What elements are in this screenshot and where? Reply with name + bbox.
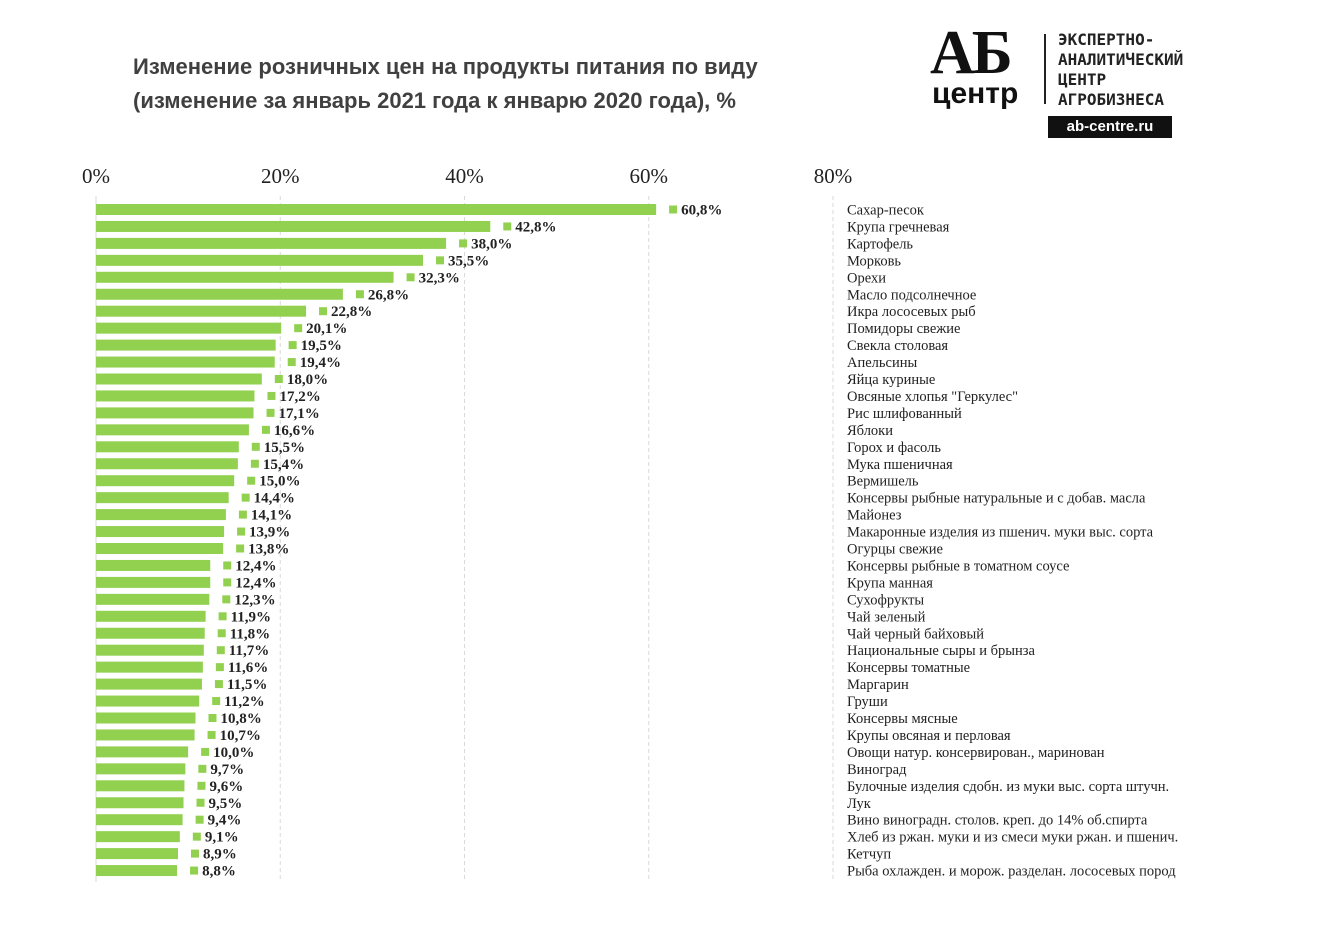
bar <box>96 628 205 639</box>
data-label-marker <box>436 256 444 264</box>
category-label: Лук <box>847 795 871 812</box>
bar <box>96 797 184 808</box>
bar <box>96 340 276 351</box>
data-label-marker <box>289 341 297 349</box>
category-label: Яйца куриные <box>847 372 936 388</box>
bar <box>96 390 254 401</box>
category-label: Рыба охлажден. и морож. разделан. лососевых пород <box>847 863 1176 880</box>
data-label-marker <box>251 460 259 468</box>
data-label: 9,5% <box>208 795 243 812</box>
x-tick-label: 40% <box>445 164 484 188</box>
bar <box>96 763 185 774</box>
bar <box>96 458 238 469</box>
bar <box>96 424 249 435</box>
data-label: 19,4% <box>299 355 341 372</box>
data-label: 15,5% <box>263 439 306 456</box>
bar <box>96 204 656 215</box>
category-label: Свекла столовая <box>847 338 949 355</box>
data-label-marker <box>191 850 199 858</box>
data-label-marker <box>216 663 224 671</box>
category-label: Груши <box>847 694 888 711</box>
data-label: 15,4% <box>262 456 305 473</box>
bar <box>96 696 199 707</box>
data-label: 10,7% <box>219 727 261 744</box>
category-label: Сухофрукты <box>847 592 925 609</box>
data-label: 18,0% <box>286 372 329 388</box>
category-label: Виноград <box>847 761 907 778</box>
data-label-marker <box>197 799 205 807</box>
data-label: 9,1% <box>204 829 239 846</box>
category-label: Вино виноградн. столов. креп. до 14% об.спирта <box>847 812 1148 829</box>
logo-mark-top: АБ <box>930 19 1010 87</box>
category-label: Рис шлифованный <box>847 405 962 422</box>
data-label: 11,9% <box>230 609 272 626</box>
data-label: 10,0% <box>213 744 255 761</box>
category-label: Вермишель <box>847 473 919 490</box>
chart-title-line2: (изменение за январь 2021 года к январю 2020 года), % <box>133 88 736 113</box>
bar <box>96 221 490 232</box>
data-label: 12,4% <box>235 558 277 575</box>
bar <box>96 729 195 740</box>
category-label: Консервы рыбные натуральные и с добав. масла <box>847 490 1146 507</box>
category-label: Икра лососевых рыб <box>847 304 976 321</box>
data-label-marker <box>294 324 302 332</box>
data-label: 13,8% <box>248 541 290 558</box>
bar <box>96 509 226 520</box>
data-label: 38,0% <box>471 236 513 253</box>
data-label-marker <box>208 714 216 722</box>
bar <box>96 323 281 334</box>
x-tick-label: 80% <box>813 164 853 188</box>
category-label: Макаронные изделия из пшенич. муки выс. сорта <box>847 524 1154 541</box>
bar <box>96 780 184 791</box>
bar <box>96 611 206 622</box>
data-label: 26,8% <box>367 287 410 304</box>
category-label: Картофель <box>847 236 914 253</box>
data-label: 8,9% <box>202 846 237 863</box>
data-label: 19,5% <box>300 338 342 355</box>
data-label: 22,8% <box>331 304 373 321</box>
data-label: 11,2% <box>224 694 265 711</box>
bar <box>96 662 203 673</box>
category-label: Овощи натур. консервирован., маринован <box>847 744 1105 761</box>
bar <box>96 492 229 503</box>
data-label: 17,2% <box>279 388 321 405</box>
data-label-marker <box>217 646 225 654</box>
data-label-marker <box>208 731 216 739</box>
data-label: 35,5% <box>448 253 490 270</box>
data-label-marker <box>218 629 226 637</box>
data-label: 11,5% <box>226 677 268 694</box>
data-label: 11,8% <box>229 626 271 643</box>
data-label: 8,8% <box>202 863 236 880</box>
data-label: 16,6% <box>273 422 316 439</box>
bar <box>96 831 180 842</box>
data-label-marker <box>275 375 283 383</box>
data-label: 60,8% <box>681 202 723 219</box>
data-label-marker <box>236 545 244 553</box>
category-label: Апельсины <box>847 355 918 372</box>
bar <box>96 407 254 418</box>
category-label: Булочные изделия сдобн. из муки выс. сорта штучн. <box>847 778 1170 795</box>
category-label: Помидоры свежие <box>847 321 961 338</box>
data-label-marker <box>223 561 231 569</box>
data-label: 32,3% <box>418 270 460 287</box>
logo-mark-bottom: центр <box>932 77 1019 110</box>
data-label-marker <box>237 528 245 536</box>
data-label-marker <box>201 748 209 756</box>
data-label-marker <box>239 511 247 519</box>
category-label: Майонез <box>847 507 902 524</box>
data-label-marker <box>215 680 223 688</box>
data-label-marker <box>193 833 201 841</box>
bar <box>96 255 423 266</box>
bar <box>96 577 210 588</box>
data-label: 11,7% <box>228 643 270 660</box>
bar <box>96 238 446 249</box>
x-tick-label: 60% <box>629 164 668 188</box>
data-label-marker <box>356 290 364 298</box>
logo-text-line2: АНАЛИТИЧЕСКИЙ <box>1058 50 1184 69</box>
category-label: Яблоки <box>847 422 893 439</box>
x-tick-label: 0% <box>82 164 110 188</box>
data-label-marker <box>252 443 260 451</box>
data-label: 15,0% <box>259 473 301 490</box>
bar <box>96 713 195 724</box>
category-label: Хлеб из ржан. муки и из смеси муки ржан. и пшенич. <box>847 829 1179 846</box>
logo-text-line3: ЦЕНТР <box>1058 70 1107 89</box>
category-label: Орехи <box>847 270 886 287</box>
category-label: Кетчуп <box>847 846 892 863</box>
bar <box>96 289 343 300</box>
data-label: 20,1% <box>306 321 348 338</box>
data-label-marker <box>198 765 206 773</box>
logo-text-line1: ЭКСПЕРТНО- <box>1058 30 1155 49</box>
category-label: Национальные сыры и брынза <box>847 643 1035 660</box>
category-label: Маргарин <box>847 677 909 694</box>
category-label: Консервы томатные <box>847 660 971 677</box>
category-label: Овсяные хлопья "Геркулес" <box>847 388 1019 405</box>
data-label-marker <box>669 206 677 214</box>
data-label-marker <box>242 494 250 502</box>
data-label-marker <box>190 867 198 875</box>
data-label-marker <box>196 816 204 824</box>
bar <box>96 560 210 571</box>
data-label-marker <box>288 358 296 366</box>
bar <box>96 814 183 825</box>
category-label: Чай зеленый <box>847 609 926 626</box>
data-label-marker <box>319 307 327 315</box>
data-label: 9,7% <box>210 761 245 778</box>
bar <box>96 746 188 757</box>
category-label: Консервы рыбные в томатном соусе <box>847 558 1070 575</box>
bar <box>96 679 202 690</box>
data-label-marker <box>222 595 230 603</box>
data-label-marker <box>459 239 467 247</box>
bar <box>96 848 178 859</box>
logo-text-line4: АГРОБИЗНЕСА <box>1058 90 1164 109</box>
bar <box>96 357 275 368</box>
data-label-marker <box>267 409 275 417</box>
category-label: Крупа гречневая <box>847 219 950 236</box>
data-label: 14,1% <box>250 507 293 524</box>
data-label: 12,4% <box>235 575 277 592</box>
bar <box>96 374 262 385</box>
data-label: 9,4% <box>207 812 242 829</box>
logo-url: ab-centre.ru <box>1048 116 1172 138</box>
bar <box>96 441 239 452</box>
data-label: 9,6% <box>209 778 244 795</box>
category-label: Сахар-песок <box>847 202 924 219</box>
data-label: 12,3% <box>234 592 276 609</box>
bar <box>96 526 224 537</box>
bar <box>96 272 394 283</box>
data-label: 10,8% <box>220 711 262 727</box>
bar <box>96 645 204 656</box>
category-label: Морковь <box>847 253 902 270</box>
data-label: 42,8% <box>515 219 557 236</box>
bar <box>96 306 306 317</box>
x-tick-label: 20% <box>261 164 300 188</box>
bar <box>96 865 177 876</box>
data-label-marker <box>262 426 270 434</box>
data-label-marker <box>267 392 275 400</box>
bar <box>96 543 223 554</box>
data-label: 14,4% <box>253 490 295 507</box>
category-label: Мука пшеничная <box>847 456 953 473</box>
category-label: Крупа манная <box>847 575 933 592</box>
bar <box>96 475 234 486</box>
data-label-marker <box>247 477 255 485</box>
data-label-marker <box>407 273 415 281</box>
data-label-marker <box>212 697 220 705</box>
chart-title-line1: Изменение розничных цен на продукты питания по виду <box>133 54 758 79</box>
category-label: Горох и фасоль <box>847 439 941 456</box>
category-label: Огурцы свежие <box>847 541 943 558</box>
data-label: 11,6% <box>227 660 269 677</box>
category-label: Чай черный байховый <box>847 626 984 643</box>
category-label: Консервы мясные <box>847 711 958 727</box>
category-label: Масло подсолнечное <box>847 287 977 304</box>
data-label: 17,1% <box>278 405 320 422</box>
data-label-marker <box>503 222 511 230</box>
category-label: Крупы овсяная и перловая <box>847 727 1011 744</box>
data-label: 13,9% <box>249 524 291 541</box>
data-label-marker <box>197 782 205 790</box>
bar <box>96 594 209 605</box>
data-label-marker <box>223 578 231 586</box>
data-label-marker <box>219 612 227 620</box>
